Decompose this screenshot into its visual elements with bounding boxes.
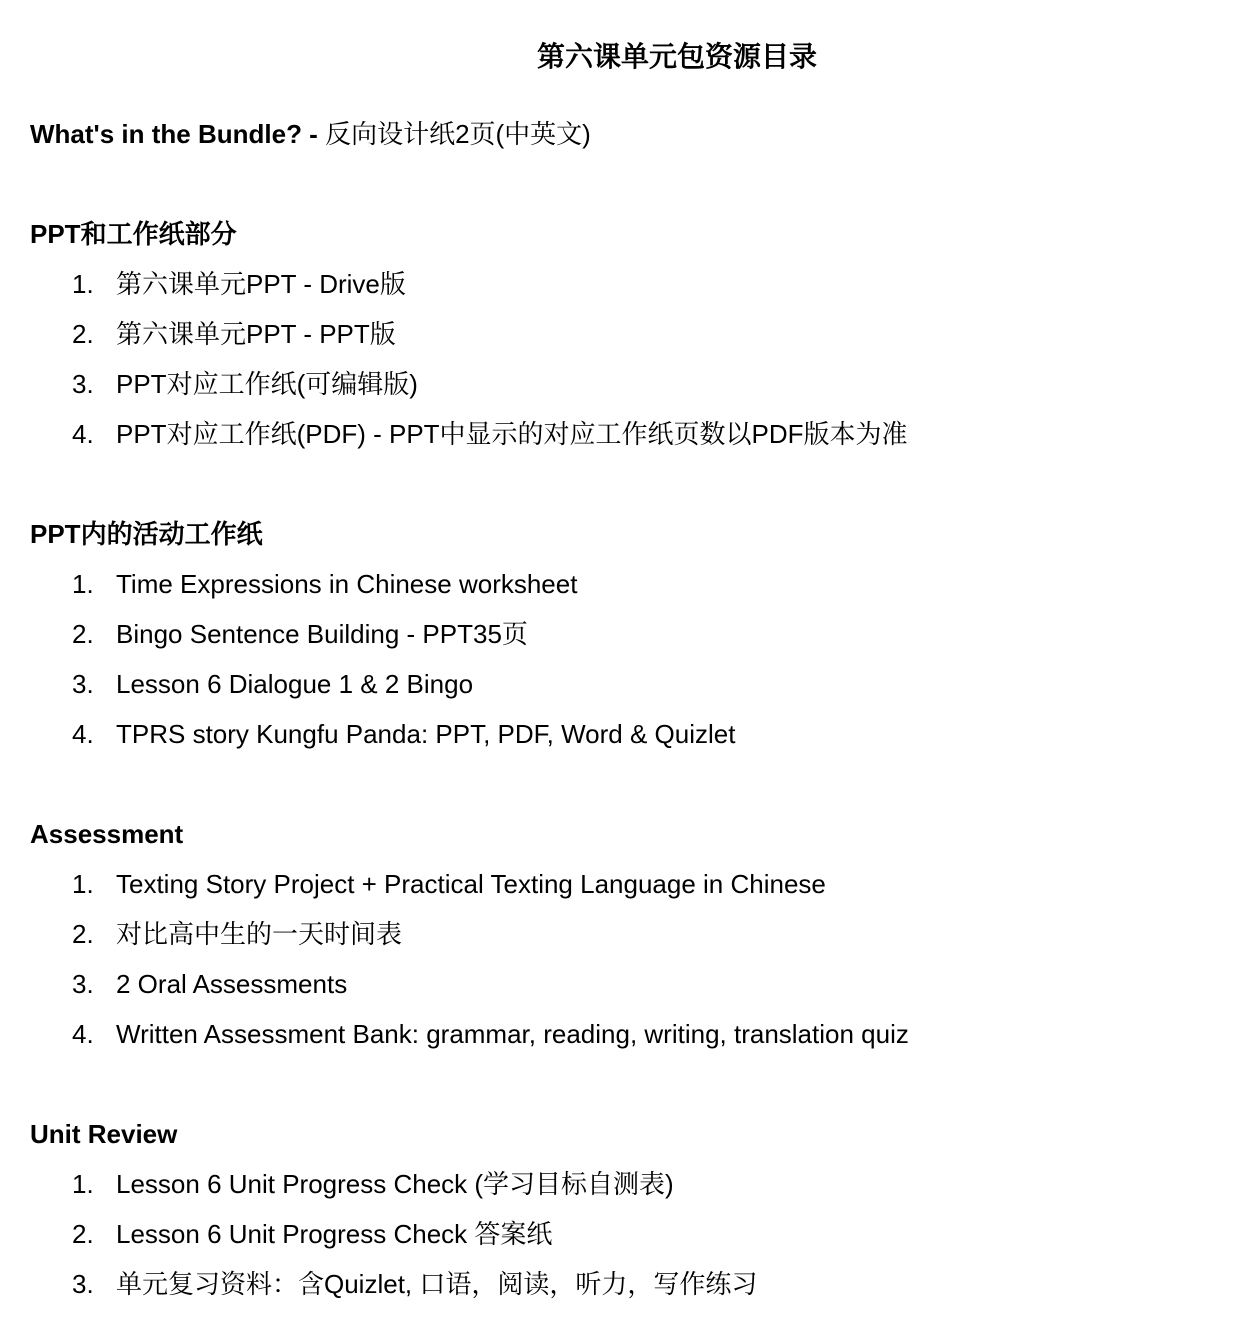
document-title: 第六课单元包资源目录: [536, 41, 817, 72]
list-item: [30, 959, 1234, 1009]
bundle-label: What's in the Bundle? -: [30, 119, 326, 149]
list-item-text: Texting Story Project + Practical Texting Language in Chinese: [116, 869, 826, 899]
list-number: 3.: [72, 1269, 94, 1299]
list-item: [30, 659, 1234, 709]
section-heading: PPT内的活动工作纸: [30, 519, 263, 549]
list-item-text: Lesson 6 Unit Progress Check (学习目标自测表): [116, 1169, 674, 1199]
section: [30, 1109, 1234, 1309]
list-item: [30, 409, 1234, 459]
numbered-list: [30, 559, 1234, 759]
numbered-list: [30, 259, 1234, 459]
list-item-text: 单元复习资料：含Quizlet, 口语，阅读，听力，写作练习: [116, 1269, 758, 1299]
list-number: 2.: [72, 319, 94, 349]
list-item: [30, 859, 1234, 909]
list-item: [30, 1159, 1234, 1209]
numbered-list: [30, 859, 1234, 1059]
list-item: [30, 309, 1234, 359]
list-item-text: Lesson 6 Dialogue 1 & 2 Bingo: [116, 669, 474, 699]
list-item: [30, 359, 1234, 409]
sections: [30, 209, 1234, 1309]
list-number: 3.: [72, 969, 94, 999]
numbered-list: [30, 1159, 1234, 1309]
list-item-text: PPT对应工作纸(可编辑版): [116, 369, 418, 399]
list-item-text: Lesson 6 Unit Progress Check 答案纸: [116, 1219, 553, 1249]
list-item-text: 2 Oral Assessments: [116, 969, 348, 999]
section: [30, 809, 1234, 1109]
bundle-line: [30, 109, 1234, 159]
list-item: [30, 709, 1234, 759]
list-item-text: Written Assessment Bank: grammar, reading, writing, translation quiz: [116, 1019, 909, 1049]
section-heading: Assessment: [30, 819, 184, 849]
list-item-text: TPRS story Kungfu Panda: PPT, PDF, Word & Quizlet: [116, 719, 736, 749]
list-item-text: 对比高中生的一天时间表: [116, 919, 403, 949]
list-number: 4.: [72, 719, 94, 749]
list-item: [30, 259, 1234, 309]
section-heading: PPT和工作纸部分: [30, 219, 237, 249]
list-number: 2.: [72, 919, 94, 949]
list-number: 1.: [72, 869, 94, 899]
list-number: 2.: [72, 619, 94, 649]
list-number: 4.: [72, 1019, 94, 1049]
list-number: 2.: [72, 1219, 94, 1249]
bundle-text: 反向设计纸2页(中英文): [325, 119, 591, 149]
section: [30, 209, 1234, 509]
list-item-text: 第六课单元PPT - Drive版: [116, 269, 406, 299]
list-number: 3.: [72, 669, 94, 699]
list-number: 1.: [72, 269, 94, 299]
list-number: 4.: [72, 419, 94, 449]
list-item-text: Time Expressions in Chinese worksheet: [116, 569, 578, 599]
list-item-text: Bingo Sentence Building - PPT35页: [116, 619, 528, 649]
list-number: 3.: [72, 369, 94, 399]
list-item: [30, 1009, 1234, 1059]
list-item: [30, 909, 1234, 959]
section: [30, 509, 1234, 809]
list-item: [30, 609, 1234, 659]
document: [30, 32, 1234, 1309]
list-item-text: 第六课单元PPT - PPT版: [116, 319, 396, 349]
list-item: [30, 1209, 1234, 1259]
list-item: [30, 559, 1234, 609]
list-item: [30, 1259, 1234, 1309]
list-item-text: PPT对应工作纸(PDF) - PPT中显示的对应工作纸页数以PDF版本为准: [116, 419, 908, 449]
section-heading: Unit Review: [30, 1119, 178, 1149]
list-number: 1.: [72, 1169, 94, 1199]
list-number: 1.: [72, 569, 94, 599]
